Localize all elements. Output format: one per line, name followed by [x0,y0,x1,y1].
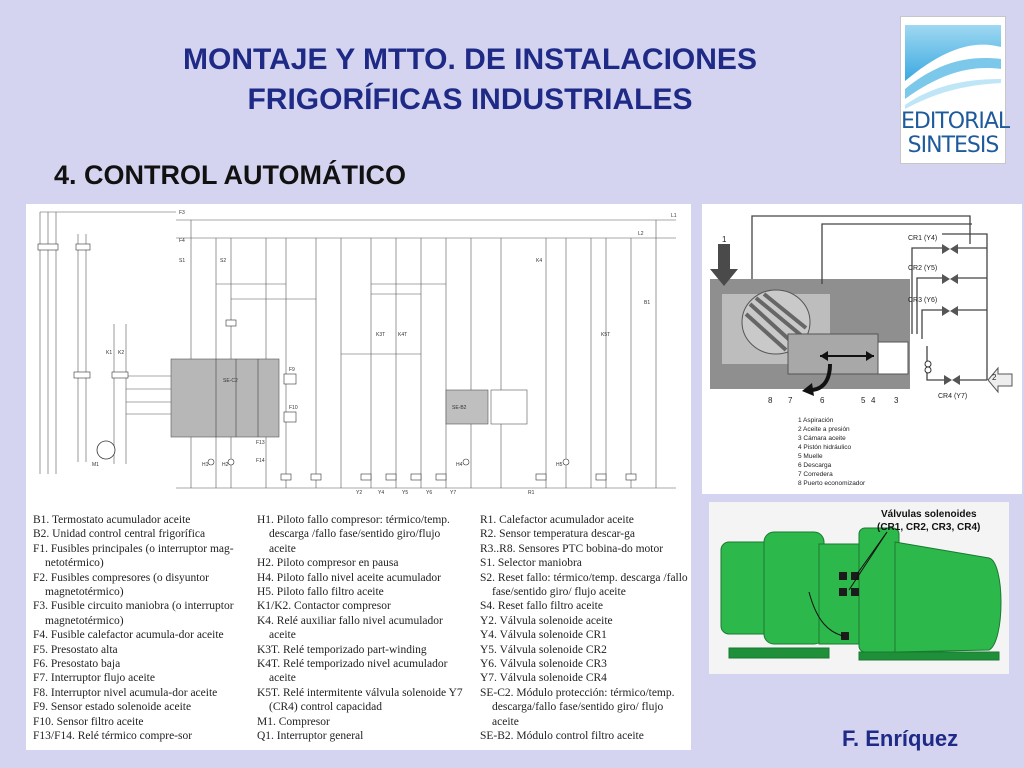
svg-text:F4: F4 [179,238,185,244]
electrical-schematic [26,204,691,496]
module-se-c2-label: SE-C2 [223,378,238,384]
legend-column-2 [257,513,485,744]
solenoid-valves [942,244,960,385]
svg-text:B1: B1 [644,300,651,306]
legend-item: R2. Sensor temperatura descar-ga [480,528,635,541]
legend-item: F4. Fusible calefactor acumula-dor aceite [33,629,224,642]
title-line-1: MONTAJE Y MTTO. DE INSTALACIONES [183,43,757,76]
svg-text:3 Cámara aceite: 3 Cámara aceite [798,435,846,442]
legend-item: R3..R8. Sensores PTC bobina-do motor [480,542,664,555]
svg-text:F3: F3 [179,210,185,216]
valve-label-cr1: CR1 (Y4) [908,235,938,242]
svg-text:2 Aceite a presión: 2 Aceite a presión [798,426,850,433]
legend-item-continuation: aceite [269,629,296,642]
legend-item: F10. Sensor filtro aceite [33,715,144,728]
legend-item: B1. Termostato acumulador aceite [33,514,191,526]
valve-cr3-icon [942,306,950,316]
compressor-cross-section [702,204,1022,494]
legend-item-text: SE-C2. Módulo protección: térmico/temp. [480,686,675,699]
legend-item-continuation: magnetotérmico) [45,586,124,599]
svg-text:F9: F9 [289,367,295,373]
marker-3: 3 [894,396,899,405]
legend-item-continuation: descarga /fallo fase/sentido giro/flujo [269,528,441,541]
legend-item: H2. Piloto compresor en pausa [257,557,399,570]
svg-text:Y4: Y4 [378,490,385,496]
svg-text:K1: K1 [106,350,113,356]
legend-item: K3T. Relé temporizado part-winding [257,643,427,656]
photo-callout-line-2: (CR1, CR2, CR3, CR4) [877,522,981,533]
editorial-sintesis-logo [900,16,1010,164]
legend-item: R1. Calefactor acumulador aceite [480,514,634,526]
legend-item [33,599,263,628]
legend-item: Y4. Válvula solenoide CR1 [480,629,607,642]
legend-item [257,657,485,686]
marker-2: 2 [992,373,997,382]
legend-column-3 [480,513,690,744]
svg-text:K5T: K5T [601,332,611,338]
legend-item: SE-B2. Módulo control filtro aceite [480,730,644,743]
marker-8: 8 [768,396,773,405]
valve-label-cr3: CR3 (Y6) [908,297,938,304]
svg-text:R1: R1 [528,490,535,496]
legend-item-continuation: aceite [492,715,519,728]
component-legend [26,496,691,750]
legend-item-text: F2. Fusibles compresores (o disyuntor [33,571,210,584]
svg-text:5 Muelle: 5 Muelle [798,453,823,460]
legend-item-text: K5T. Relé intermitente válvula solenoide Y7 [257,686,463,699]
legend-item: F8. Interruptor nivel acumula-dor aceite [33,686,218,699]
legend-item: F7. Interruptor flujo aceite [33,672,155,685]
legend-item-text: K4. Relé auxiliar fallo nivel acumulador [257,614,443,627]
svg-text:H4: H4 [456,462,463,468]
compressor-photo [709,502,1009,674]
valve-label-cr2: CR2 (Y5) [908,265,938,272]
svg-text:S2: S2 [220,258,227,264]
compressor-photo-drawing [709,502,1009,674]
svg-text:H2: H2 [222,462,229,468]
svg-text:M1: M1 [92,462,99,468]
marker-4: 4 [871,396,876,405]
valve-cr4-icon [944,375,952,385]
legend-item-text: F3. Fusible circuito maniobra (o interruptor [33,600,234,613]
legend-item: S1. Selector maniobra [480,557,582,570]
legend-item: M1. Compresor [257,715,330,728]
svg-text:L2: L2 [638,231,644,237]
logo-text-sintesis: SINTESIS [907,133,999,158]
svg-text:F13: F13 [256,440,265,446]
marker-5: 5 [861,396,866,405]
legend-item [33,571,263,600]
legend-item-text: H1. Piloto fallo compresor: térmico/temp. [257,514,450,526]
svg-text:Y2: Y2 [356,490,363,496]
photo-callout-line-1: Válvulas solenoides [881,509,977,520]
legend-item: Y2. Válvula solenoide aceite [480,614,613,627]
svg-text:8 Puerto economizador: 8 Puerto economizador [798,480,866,487]
legend-item [257,614,485,643]
legend-item: Y7. Válvula solenoide CR4 [480,672,607,685]
legend-item: Q1. Interruptor general [257,730,364,743]
legend-item-continuation: fase/sentido giro/ flujo aceite [492,586,626,599]
legend-item: F6. Presostato baja [33,658,121,671]
valve-label-cr4: CR4 (Y7) [938,393,968,400]
section-subtitle: 4. CONTROL AUTOMÁTICO [54,160,407,190]
svg-text:L1: L1 [671,213,677,219]
legend-item: F13/F14. Relé térmico compre-sor [33,730,193,743]
legend-item: H4. Piloto fallo nivel aceite acumulador [257,571,441,584]
svg-text:Y7: Y7 [450,490,457,496]
legend-item-continuation: descarga/fallo fase/sentido giro/ flujo [492,701,664,714]
legend-item: S4. Reset fallo filtro aceite [480,600,603,613]
schematic-drawing [26,204,691,496]
svg-text:7 Corredera: 7 Corredera [798,471,833,478]
svg-text:1 Aspiración: 1 Aspiración [798,417,834,424]
legend-item-continuation: (CR4) control capacidad [269,701,383,714]
marker-1: 1 [722,235,727,244]
svg-text:K4: K4 [536,258,543,264]
author-credit: F. Enríquez [842,726,959,751]
svg-text:Y5: Y5 [402,490,409,496]
valve-cr1-icon [942,244,950,254]
compressor-cross-section-drawing [702,204,1022,494]
svg-text:4 Pistón hidráulico: 4 Pistón hidráulico [798,444,852,451]
legend-item-text: S2. Reset fallo: térmico/temp. descarga /fallo [480,571,688,584]
legend-item: F5. Presostato alta [33,643,118,656]
svg-text:F14: F14 [256,458,265,464]
marker-6: 6 [820,396,825,405]
svg-text:F10: F10 [289,405,298,411]
slide-title [40,40,900,120]
legend-item [480,686,690,729]
module-se-c2 [171,359,279,437]
legend-item-continuation: aceite [269,672,296,685]
legend-item: Y5. Válvula solenoide CR2 [480,643,607,656]
legend-item: Y6. Válvula solenoide CR3 [480,658,607,671]
svg-text:H1: H1 [202,462,209,468]
legend-item: B2. Unidad control central frigorífica [33,528,206,541]
svg-text:H5: H5 [556,462,563,468]
legend-item: K1/K2. Contactor compresor [257,600,391,613]
motor-m1-icon [97,441,115,459]
legend-item-text: F1. Fusibles principales (o interruptor mag- [33,542,234,555]
legend-item-continuation: magnetotérmico) [45,614,124,627]
module-se-b2-label: SE-B2 [452,405,467,411]
svg-text:K3T: K3T [376,332,386,338]
logo-text-editorial: EDITORIAL [901,109,1010,134]
svg-text:K4T: K4T [398,332,408,338]
svg-text:K2: K2 [118,350,125,356]
legend-item-text: K4T. Relé temporizado nivel acumulador [257,658,448,671]
legend-item: F9. Sensor estado solenoide aceite [33,701,192,714]
valve-cr2-icon [942,274,950,284]
marker-7: 7 [788,396,793,405]
title-line-2: FRIGORÍFICAS INDUSTRIALES [247,83,693,116]
svg-text:Y6: Y6 [426,490,433,496]
legend-item [257,686,485,715]
legend-item-continuation: netotérmico) [45,557,104,570]
svg-text:S1: S1 [179,258,186,264]
svg-text:6 Descarga: 6 Descarga [798,462,832,469]
legend-item: H5. Piloto fallo filtro aceite [257,586,384,599]
legend-item-continuation: aceite [269,542,296,555]
legend-item [257,513,485,556]
legend-column-1 [33,513,263,744]
legend-item [33,542,263,571]
compressor-parts-list [798,417,866,487]
legend-item [480,571,690,600]
